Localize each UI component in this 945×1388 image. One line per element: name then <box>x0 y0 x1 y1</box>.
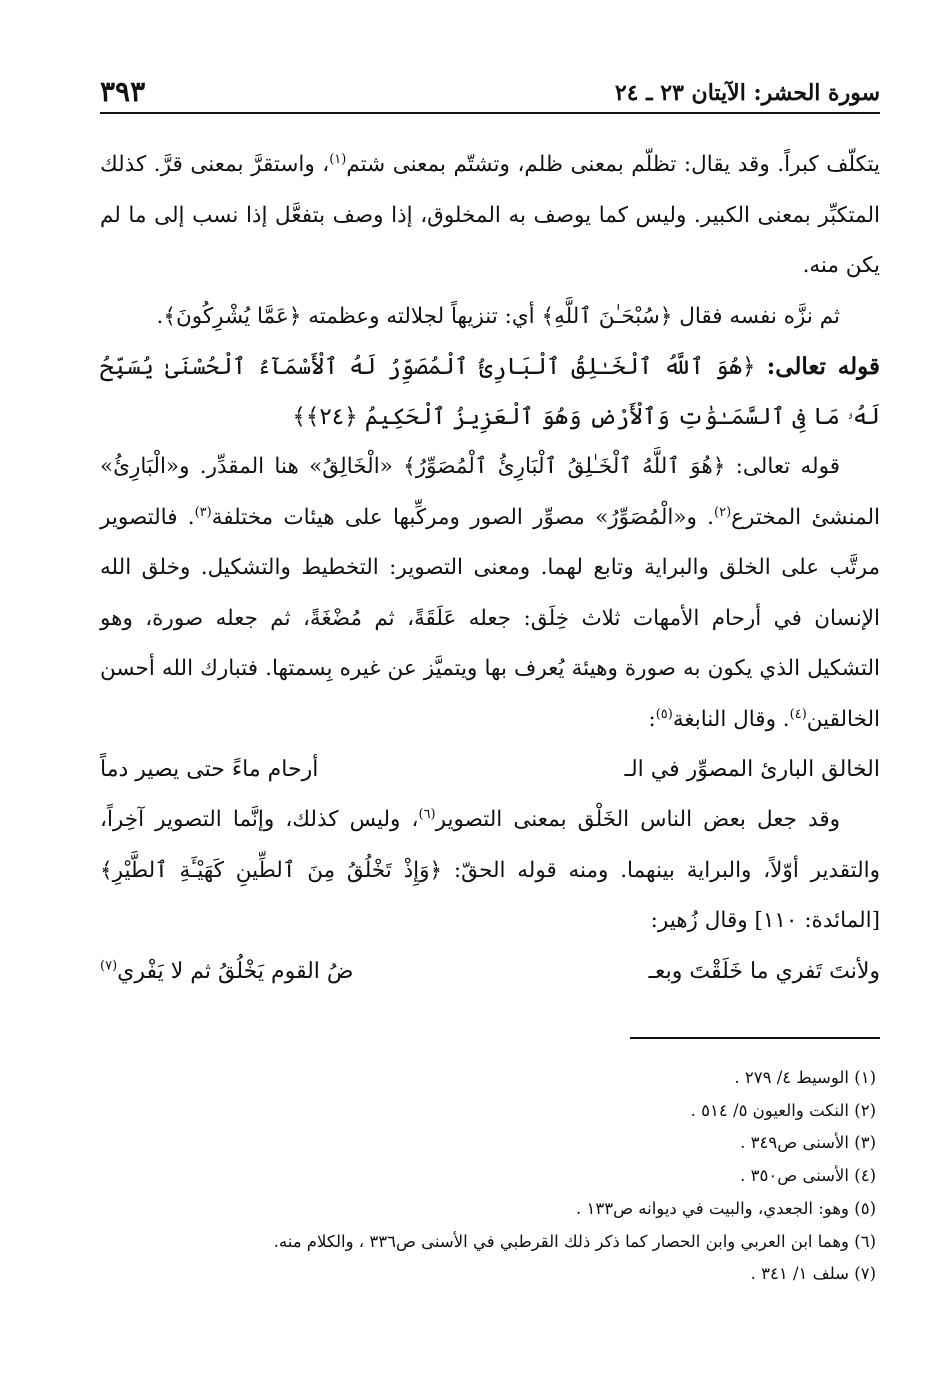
page-number: ٣٩٣ <box>100 75 146 108</box>
verse-label: قوله تعالى: <box>766 353 881 380</box>
footnote-7: (٧) سلف ١/ ٣٤١ . <box>750 1264 876 1284</box>
verse-text: ﴿هُوَ ٱللَّهُ ٱلْخَـٰلِقُ ٱلْبَارِئُ ٱلْمُصَوِّرُ لَهُ ٱلْأَسْمَآءُ ٱلْحُسْنَىٰ يُسَبِّحُ لَهُۥ مَا فِى ٱلسَّمَـٰوَٰتِ وَٱلْأَرْضِ وَهُوَ ٱلْعَزِيزُ ٱلْحَكِيمُ ﴿٢٤﴾﴾ <box>100 354 880 430</box>
poem-1-second-hemistich: أرحام ماءً حتى يصير دماً <box>100 757 319 782</box>
page-header <box>100 68 880 114</box>
footnote-3: (٣) الأسنى ص٣٤٩ . <box>740 1133 876 1153</box>
footnote-2: (٢) النكت والعيون ٥/ ٥١٤ . <box>690 1100 876 1120</box>
paragraph-1: يتكلّف كبراً. وقد يقال: تظلّم بمعنى ظلم، وتشتّم بمعنى شتم$^{(١)}$، واستقرَّ بمعنى قرَّ. كذلك المتكبِّر بمعنى الكبير. وليس كما يوصف به المخلوق، إذا وصف بتفعَّل إذا نسب إلى ما لم يكن منه. <box>100 151 880 278</box>
footnote-marker-3: (٣) <box>194 504 212 520</box>
poem-2-first-hemistich: ولأنتَ تَفري ما خَلَقْتَ وبعـ <box>648 958 880 984</box>
footnote-4: (٤) الأسنى ص٣٥٠ . <box>740 1166 876 1186</box>
paragraph-2: ثم نزَّه نفسه فقال ﴿سُبْحَـٰنَ ٱللَّهِ﴾ أي: تنزيهاً لجلالته وعظمته ﴿عَمَّا يُشْرِكُونَ﴾. <box>156 303 840 329</box>
footnote-6: (٦) وهما ابن العربي وابن الحصار كما ذكر ذلك القرطبي في الأسنى ص٣٣٦ ، والكلام منه. <box>273 1231 876 1251</box>
footnote-marker-6: (٦) <box>418 806 436 822</box>
verse-block <box>100 342 880 442</box>
footnote-1: (١) الوسيط ٤/ ٢٧٩ . <box>734 1068 876 1087</box>
footnote-5: (٥) وهو: الجعدي، والبيت في ديوانه ص١٣٣ . <box>575 1198 876 1218</box>
poem-2-second-hemistich: ضُ القوم يَخْلُقُ ثم لا يَفْري$^{(٧)}$ <box>100 958 354 984</box>
footnote-separator <box>630 1037 880 1039</box>
poem-line-1 <box>100 745 880 795</box>
poem-1-first-hemistich: الخالق البارئ المصوِّر في الـ <box>624 757 880 782</box>
running-title: سورة الحشر: الآيتان ٢٣ ـ ٢٤ <box>614 80 880 106</box>
footnotes <box>100 1062 880 1291</box>
footnote-marker-1: (١) <box>329 151 347 167</box>
footnote-marker-5: (٥) <box>655 706 673 722</box>
main-text <box>100 140 880 997</box>
paragraph-3: قوله تعالى: ﴿هُوَ ٱللَّهُ ٱلْخَـٰلِقُ ٱلْبَارِئُ ٱلْمُصَوِّرُ﴾ «الْخَالِقُ» هنا المقدِّر. و«الْبَارِئُ» المنشئ المخترع$^{(٢)}$. و«الْمُصَوِّرُ» مصوِّر الصور ومركِّبها على هيئات مختلفة$^{(٣)}$. فالتصوير مرتَّب على الخلق والبراية وتابع لهما. ومعنى التصوير: التخطيط والتشكيل. وخلق الله الإنسان في أرحام الأمهات ثلاث خِلَق: جعله عَلَقَةً، ثم مُضْغَةً، ثم جعله صورة، وهو التشكيل الذي يكون به صورة وهيئة يُعرف بها ويتميَّز عن غيره بِسمتها. فتبارك الله أحسن الخالقين$^{(٤)}$. وقال النابغة$^{(٥)}$: <box>100 454 880 732</box>
footnote-marker-2: (٢) <box>714 504 732 520</box>
poem-line-2 <box>100 947 880 997</box>
footnote-marker-4: (٤) <box>789 706 807 722</box>
paragraph-4: وقد جعل بعض الناس الخَلْق بمعنى التصوير$^{(٦)}$، وليس كذلك، وإنَّما التصوير آخِراً، والتقدير أوّلاً، والبراية بينهما. ومنه قوله الحقّ: ﴿وَإِذْ تَخْلُقُ مِنَ ٱلطِّينِ كَهَيْـَٔةِ ٱلطَّيْرِ﴾ [المائدة: ١١٠] وقال زُهير: <box>100 806 880 933</box>
footnote-marker-7: (٧) <box>100 958 118 974</box>
